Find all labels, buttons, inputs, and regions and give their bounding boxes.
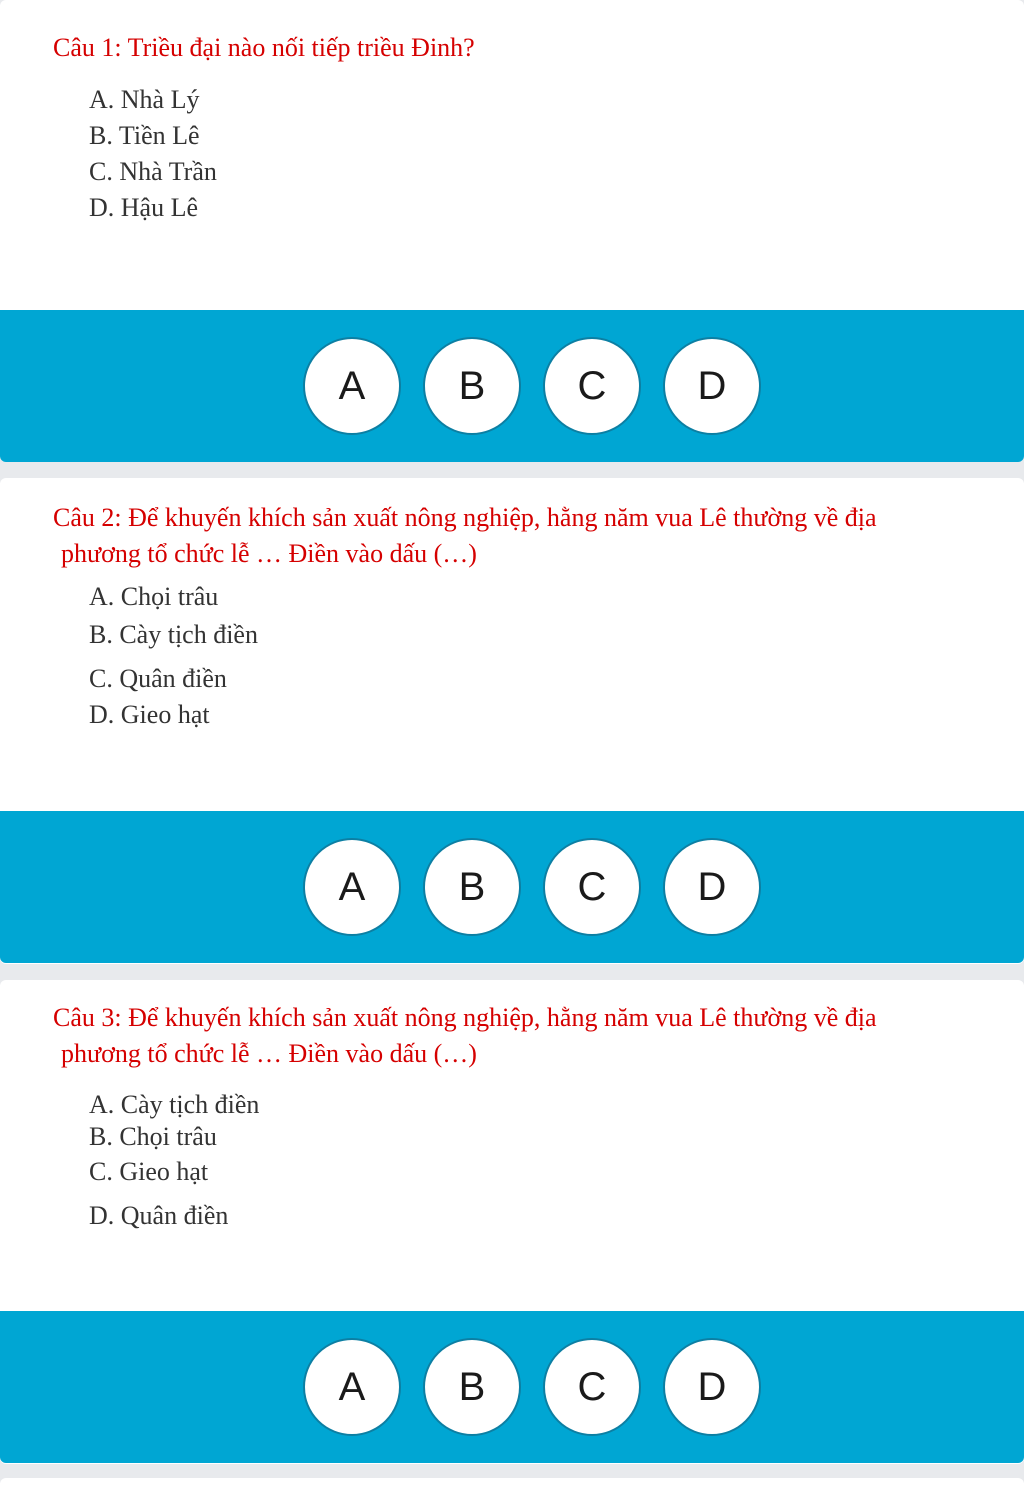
option-c: C. Gieo hạt — [89, 1157, 209, 1186]
option-a: A. Nhà Lý — [89, 85, 200, 114]
answer-bar — [0, 811, 1024, 963]
option-c: C. Quân điền — [89, 664, 227, 693]
question-line: phương tổ chức lễ … Điền vào dấu (…) — [61, 539, 477, 568]
question-card-1 — [0, 0, 1024, 462]
option-d: D. Hậu Lê — [89, 193, 199, 222]
question-line: Câu 2: Để khuyến khích sản xuất nông nghiệp, hằng năm vua Lê thường về địa — [53, 503, 877, 532]
question-line: Câu 1: Triều đại nào nối tiếp triều Đinh? — [53, 33, 475, 62]
question-card-3 — [0, 980, 1024, 1464]
question-line: phương tổ chức lễ … Điền vào dấu (…) — [61, 1039, 477, 1068]
option-a: A. Chọi trâu — [89, 582, 219, 611]
option-b: B. Tiền Lê — [89, 121, 200, 150]
option-d: D. Gieo hạt — [89, 700, 210, 729]
option-b: B. Cày tịch điền — [89, 620, 258, 649]
answer-button-b[interactable]: B — [423, 337, 521, 435]
question-card-next — [0, 1478, 1024, 1488]
answer-button-d[interactable]: D — [663, 337, 761, 435]
question-line: Câu 3: Để khuyến khích sản xuất nông nghiệp, hằng năm vua Lê thường về địa — [53, 1003, 877, 1032]
answer-button-a[interactable]: A — [303, 1338, 401, 1436]
option-d: D. Quân điền — [89, 1201, 229, 1230]
option-c: C. Nhà Trần — [89, 157, 217, 186]
option-a: A. Cày tịch điền — [89, 1090, 260, 1119]
answer-button-d[interactable]: D — [663, 838, 761, 936]
answer-button-b[interactable]: B — [423, 1338, 521, 1436]
answer-button-b[interactable]: B — [423, 838, 521, 936]
answer-bar — [0, 310, 1024, 462]
answer-bar — [0, 1311, 1024, 1463]
question-card-2 — [0, 478, 1024, 964]
answer-button-a[interactable]: A — [303, 337, 401, 435]
answer-button-c[interactable]: C — [543, 838, 641, 936]
answer-button-d[interactable]: D — [663, 1338, 761, 1436]
answer-button-a[interactable]: A — [303, 838, 401, 936]
answer-button-c[interactable]: C — [543, 337, 641, 435]
option-b: B. Chọi trâu — [89, 1122, 217, 1151]
answer-button-c[interactable]: C — [543, 1338, 641, 1436]
